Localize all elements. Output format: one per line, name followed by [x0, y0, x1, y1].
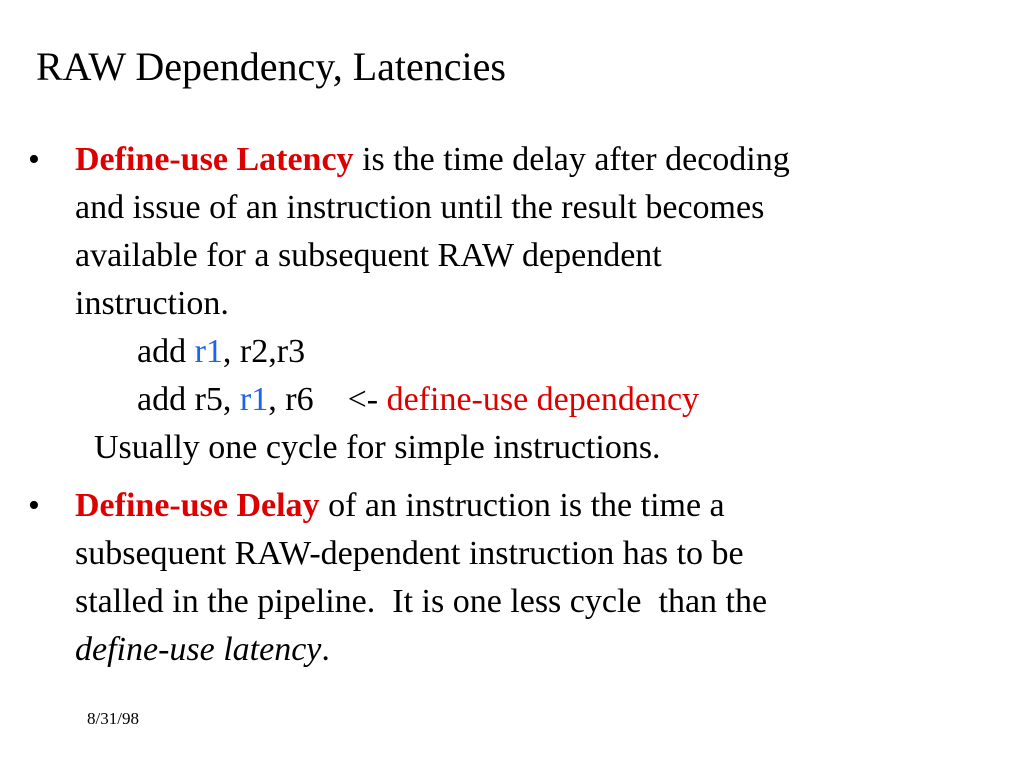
bullet2-line1: [75, 482, 725, 530]
bullet1-line1: [75, 136, 790, 184]
bullet2-line4-end: .: [321, 631, 330, 668]
code-line-2: [137, 376, 699, 424]
bullet2-line1-text: of an instruction is the time a: [319, 487, 725, 524]
bullet1-line1-text: is the time delay after decoding: [353, 141, 790, 178]
bullet2-italic-term: define-use latency: [75, 631, 322, 668]
bullet2-line4: [75, 626, 330, 674]
bullet-marker-1: •: [28, 141, 40, 178]
bullet1-line4: instruction.: [75, 285, 229, 322]
code1-op: add: [137, 333, 195, 370]
bullet2-line3: stalled in the pipeline. It is one less cycle than the: [75, 583, 768, 620]
code2-comment: define-use dependency: [386, 381, 700, 418]
term-define-use-latency: Define-use Latency: [75, 141, 354, 178]
term-define-use-delay: Define-use Delay: [75, 487, 320, 524]
slide-title: RAW Dependency, Latencies: [36, 44, 506, 89]
bullet-marker-2: •: [28, 487, 40, 524]
bullet2-line2: subsequent RAW-dependent instruction has to be: [75, 535, 744, 572]
footer-date: 8/31/98: [87, 709, 139, 728]
code2-op: add r5,: [137, 381, 240, 418]
code1-register: r1: [194, 333, 223, 370]
code2-rest: , r6 <-: [268, 381, 387, 418]
bullet1-note: Usually one cycle for simple instructions.: [94, 429, 661, 466]
code1-rest: , r2,r3: [222, 333, 306, 370]
bullet1-line2: and issue of an instruction until the result becomes: [75, 189, 765, 226]
code-line-1: [137, 328, 305, 376]
code2-register: r1: [239, 381, 269, 418]
bullet1-line3: available for a subsequent RAW dependent: [75, 237, 662, 274]
